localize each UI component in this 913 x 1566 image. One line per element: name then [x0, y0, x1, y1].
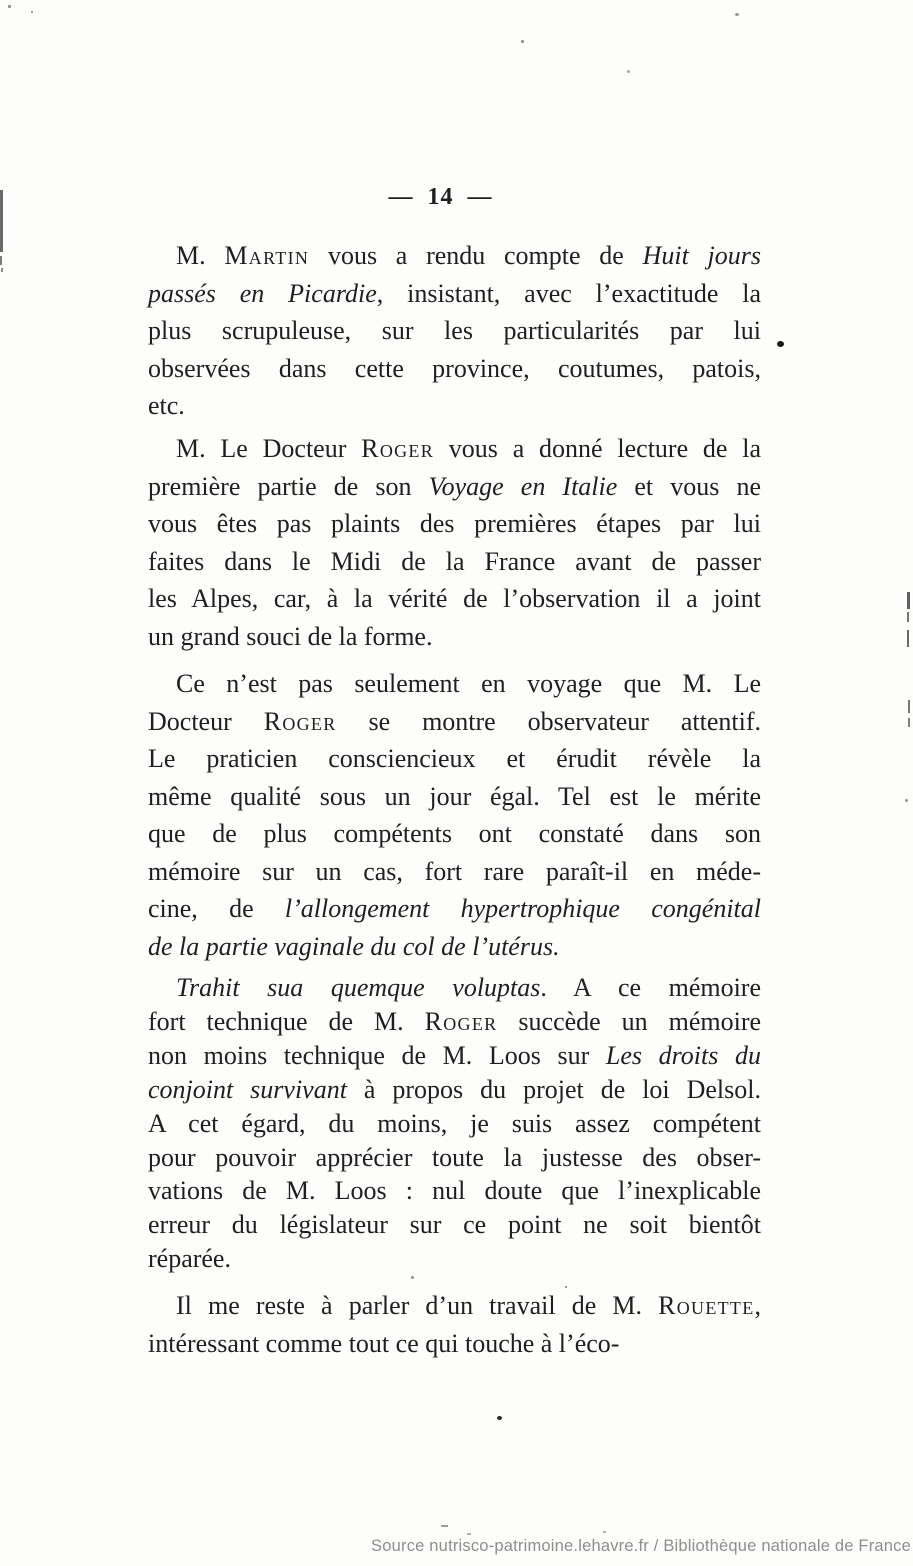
- scan-speck: [777, 341, 784, 347]
- italic-run: de la partie vaginale du col de l’utérus.: [148, 931, 560, 961]
- text-line: [148, 505, 761, 543]
- text-line: [148, 1073, 761, 1107]
- smallcaps-run: Roger: [263, 706, 337, 736]
- text-line: [148, 853, 761, 891]
- text-line: [148, 740, 761, 778]
- text-run: A cet égard, du moins, je suis assez compétent: [148, 1108, 761, 1138]
- text-line: [148, 312, 761, 350]
- text-line: [148, 971, 761, 1005]
- text-line: [148, 1325, 761, 1363]
- text-line: [148, 1208, 761, 1242]
- text-run: M. Le Docteur: [176, 434, 362, 463]
- paragraph: [148, 237, 761, 425]
- paragraph: [148, 971, 761, 1276]
- text-run: les Alpes, car, à la vérité de l’observation il a joint: [148, 584, 761, 613]
- text-run: Ce n’est pas seulement en voyage que M. Le: [176, 669, 761, 698]
- paragraph: [148, 665, 761, 965]
- text-line: [148, 1107, 761, 1141]
- scan-edge-mark: [907, 612, 909, 622]
- smallcaps-run: Rouette: [658, 1291, 755, 1320]
- text-line: [148, 468, 761, 506]
- smallcaps-run: Roger: [424, 1006, 498, 1036]
- text-run: même qualité sous un jour égal. Tel est le mérite: [148, 781, 761, 811]
- text-run: que de plus compétents ont constaté dans son: [148, 819, 761, 848]
- scan-edge-mark: [908, 700, 910, 713]
- text-line: [148, 618, 761, 656]
- paragraph: [148, 430, 761, 655]
- text-run: et vous ne: [617, 471, 761, 501]
- text-line: [148, 1242, 761, 1276]
- italic-run: Voyage en Italie: [428, 471, 618, 501]
- text-line: [148, 430, 761, 468]
- text-run: mémoire sur un cas, fort rare paraît-il en méde-: [148, 856, 761, 886]
- text-line: [148, 815, 761, 853]
- text-run: erreur du législateur sur ce point ne soit bientôt: [148, 1210, 761, 1240]
- text-line: [148, 237, 761, 275]
- scan-edge-mark: [908, 718, 910, 727]
- text-run: plus scrupuleuse, sur les particularités par lui: [148, 316, 761, 345]
- italic-run: passés en Picardie: [148, 278, 377, 308]
- text-line: [148, 1039, 761, 1073]
- text-run: intéressant comme tout ce qui touche à l’éco-: [148, 1328, 620, 1358]
- text-line: [148, 350, 761, 388]
- text-line: [148, 890, 761, 928]
- scan-speck: [905, 799, 908, 802]
- text-run: fort technique de M.: [148, 1006, 425, 1036]
- text-run: Le praticien consciencieux et érudit révèle la: [148, 744, 761, 773]
- text-run: se montre observateur attentif.: [336, 706, 761, 736]
- scan-edge-mark: [0, 256, 2, 265]
- text-line: [148, 275, 761, 313]
- text-line: [148, 1005, 761, 1039]
- text-run: Docteur: [148, 706, 264, 736]
- italic-run: Huit jours: [642, 241, 761, 270]
- text-line: [148, 928, 761, 966]
- text-run: ,: [754, 1291, 761, 1320]
- text-run: vous a rendu compte de: [309, 241, 643, 270]
- scan-edge-mark: [907, 592, 910, 609]
- text-run: pour pouvoir apprécier toute la justesse des obser-: [148, 1142, 761, 1172]
- text-run: vations de M. Loos : nul doute que l’inexplicable: [148, 1176, 761, 1206]
- text-run: non moins technique de M. Loos sur: [148, 1040, 606, 1070]
- italic-run: l’allongement hypertrophique congénital: [284, 894, 761, 923]
- italic-run: Les droits du: [605, 1040, 761, 1070]
- text-line: [148, 1174, 761, 1208]
- text-run: vous a donné lecture de la: [434, 434, 762, 463]
- text-run: succède un mémoire: [497, 1006, 762, 1036]
- source-attribution: Source nutrisco-patrimoine.lehavre.fr / Bibliothèque nationale de France: [371, 1537, 911, 1555]
- text-run: réparée.: [148, 1244, 231, 1274]
- text-run: M.: [176, 241, 225, 270]
- text-line: [148, 665, 761, 703]
- text-run: observées dans cette province, coutumes, patois,: [148, 353, 761, 383]
- text-run: , insistant, avec l’exactitude la: [376, 278, 761, 308]
- text-run: faites dans le Midi de la France avant de passer: [148, 546, 761, 576]
- text-run: première partie de son: [148, 471, 429, 501]
- page-text: [148, 0, 761, 1566]
- text-run: vous êtes pas plaints des premières étapes par lui: [148, 509, 761, 538]
- text-run: à propos du projet de loi Delsol.: [346, 1074, 761, 1104]
- italic-run: Trahit sua quemque voluptas: [176, 973, 541, 1002]
- scan-edge-mark: [1, 268, 3, 272]
- scan-edge-mark: [907, 630, 909, 647]
- page-number: — 14 —: [388, 184, 493, 210]
- smallcaps-run: Roger: [361, 434, 435, 463]
- text-run: un grand souci de la forme.: [148, 621, 433, 651]
- text-run: cine, de: [148, 894, 285, 923]
- text-line: [148, 387, 761, 425]
- text-line: [148, 1141, 761, 1175]
- text-line: [148, 543, 761, 581]
- smallcaps-run: Martin: [224, 241, 310, 270]
- text-line: [148, 778, 761, 816]
- scan-speck: [8, 5, 11, 8]
- text-line: [148, 703, 761, 741]
- text-run: . A ce mémoire: [540, 973, 761, 1002]
- italic-run: conjoint survivant: [148, 1074, 347, 1104]
- scan-speck: [31, 11, 33, 13]
- text-line: [148, 580, 761, 618]
- paragraph: [148, 1287, 761, 1362]
- text-line: [148, 1287, 761, 1325]
- text-run: etc.: [148, 391, 185, 420]
- text-run: Il me reste à parler d’un travail de M.: [176, 1291, 659, 1320]
